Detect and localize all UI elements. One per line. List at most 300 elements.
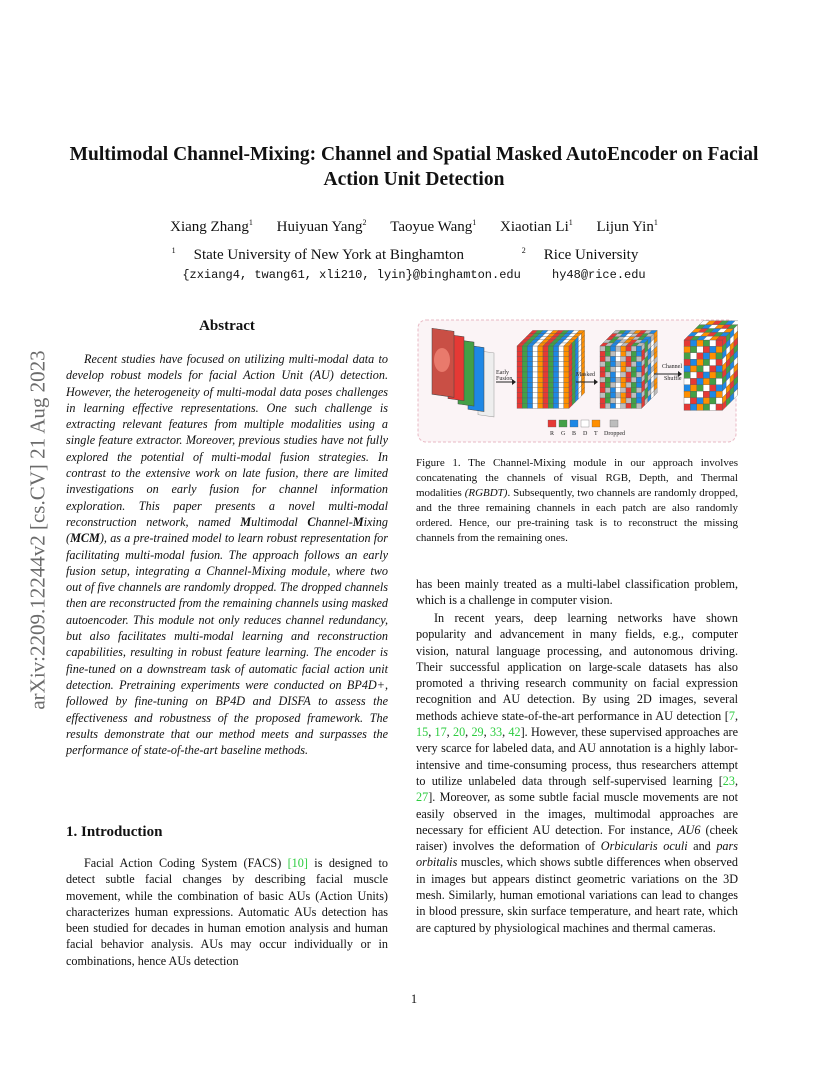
- figure-1: [416, 318, 738, 444]
- cube-cell: [690, 404, 696, 410]
- cube-cell: [553, 377, 558, 382]
- author: Huiyuan Yang$^2$: [276, 218, 367, 235]
- cube-cell: [621, 388, 626, 393]
- cube-cell: [553, 362, 558, 367]
- cube-cell: [559, 398, 564, 403]
- cube-cell: [543, 372, 548, 377]
- abstract-heading: Abstract: [199, 318, 255, 334]
- cube-cell: [610, 372, 615, 377]
- cube-cell: [621, 372, 626, 377]
- cube-cell: [600, 346, 605, 351]
- legend-swatch-dropped: [610, 420, 618, 427]
- cube-cell: [564, 377, 569, 382]
- cube-cell: [600, 388, 605, 393]
- cube-cell: [710, 385, 716, 391]
- cube-cell: [553, 388, 558, 393]
- cube-cell: [616, 351, 621, 356]
- cube-cell: [553, 382, 558, 387]
- cube-cell: [522, 351, 527, 356]
- cube-cell: [533, 377, 538, 382]
- cube-cell: [553, 356, 558, 361]
- paper-title: Multimodal Channel-Mixing: Channel and Spatial Masked AutoEncoder on Facial Action Unit Detection: [69, 144, 759, 190]
- cube-cell: [636, 398, 641, 403]
- cube-cell: [626, 403, 631, 408]
- cube-cell: [605, 403, 610, 408]
- cube-cell: [538, 377, 543, 382]
- cube-cell: [533, 382, 538, 387]
- cube-cell: [616, 367, 621, 372]
- cube-cell: [616, 382, 621, 387]
- cube-cell: [621, 362, 626, 367]
- cube-cell: [527, 377, 532, 382]
- citation-link[interactable]: 20: [452, 725, 466, 740]
- cube-cell: [527, 346, 532, 351]
- cube-cell: [626, 393, 631, 398]
- cube-cell: [605, 362, 610, 367]
- cube-cell: [626, 346, 631, 351]
- cube-cell: [631, 403, 636, 408]
- cube-cell: [559, 382, 564, 387]
- cube-cell: [522, 377, 527, 382]
- citation-link[interactable]: [10]: [287, 856, 308, 870]
- cube-cell: [522, 393, 527, 398]
- cube-cell: [631, 351, 636, 356]
- intro-paragraph: Facial Action Coding System (FACS) [10] is designed to detect subtle facial changes by describing facial muscle movement, while the combination of basic AUs (Action Units) characterizes human expressions. Automatic AUs detection has been studied for decades in human emotion analysis and human facial behavior analysis. AUs may occur individually or in combinations, hence AUs detection: [66, 856, 388, 968]
- citation-link[interactable]: 23: [722, 773, 735, 788]
- cube-cell: [631, 356, 636, 361]
- cube-cell: [533, 362, 538, 367]
- legend-label-dropped: Dropped: [604, 431, 625, 437]
- cube-cell: [631, 367, 636, 372]
- cube-cell: [533, 356, 538, 361]
- abstract-text: Recent studies have focused on utilizing multi-modal data to develop robust models for facial Action Unit (AU) detection. However, the heterogeneity of multi-modal data poses challenges in learning effective representations. One such challenge is extracting relevant features from multiple modalities using a single feature extractor. Moreover, previous studies have not fully explored the potential of multi-modal fusion strategies. In contrast to the extensive work on late fusion, there are limited investigations on early fusion for channel information exploration. This paper presents a novel multi-modal reconstruction network, named Multimodal Channel-Mixing (MCM), as a pre-trained model to learn robust representation for facilitating multi-modal fusion. The approach follows an early fusion setup, integrating a Channel-Mixing module, where two out of five channels are randomly dropped. The dropped channels then are reconstructed from the remaining channels using masked autoencoder. This module not only reduces channel redundancy, but also facilitates multi-modal learning and reconstruction capabilities, resulting in robust feature learning. The encoder is fine-tuned on a downstream task of automatic facial action unit detection. Pretraining experiments were conducted on BP4D+, followed by fine-tuning on BP4D and DISFA to assess the effectiveness and robustness of the proposed framework. The results demonstrate that our method meets and surpasses the performance of state-of-the-art baseline methods.: [66, 352, 388, 758]
- cube-cell: [684, 353, 690, 359]
- arxiv-sidebar: [18, 290, 58, 770]
- cube-cell: [703, 366, 709, 372]
- cube-cell: [616, 362, 621, 367]
- cube-cell: [522, 403, 527, 408]
- channel-mixing-diagram: [416, 318, 738, 444]
- cube-cell: [610, 388, 615, 393]
- cube-cell: [527, 403, 532, 408]
- cube-cell: [605, 351, 610, 356]
- cube-cell: [703, 353, 709, 359]
- cube-cell: [626, 377, 631, 382]
- cube-cell: [710, 404, 716, 410]
- cube-cell: [553, 393, 558, 398]
- legend-swatch-T: [592, 420, 600, 427]
- author-list: [60, 219, 768, 236]
- legend-label-B: B: [572, 431, 577, 437]
- cube-cell: [605, 388, 610, 393]
- cube-cell: [697, 398, 703, 404]
- cube-cell: [621, 398, 626, 403]
- cube-cell: [703, 385, 709, 391]
- cube-cell: [543, 382, 548, 387]
- cube-cell: [600, 393, 605, 398]
- right-paragraph-1: has been mainly treated as a multi-label classification problem, which is a challenge in computer vision.: [416, 577, 738, 608]
- cube-cell: [697, 346, 703, 352]
- cube-cell: [636, 367, 641, 372]
- cube-cell: [616, 372, 621, 377]
- cube-cell: [548, 362, 553, 367]
- cube-cell: [600, 367, 605, 372]
- cube-cell: [697, 404, 703, 410]
- cube-cell: [543, 367, 548, 372]
- cube-cell: [697, 359, 703, 365]
- cube-cell: [690, 398, 696, 404]
- masked-channel-cube: [600, 330, 657, 408]
- cube-cell: [533, 393, 538, 398]
- cube-cell: [610, 346, 615, 351]
- legend-swatch-R: [548, 420, 556, 427]
- cube-cell: [605, 377, 610, 382]
- cube-cell: [553, 403, 558, 408]
- cube-cell: [559, 393, 564, 398]
- cube-cell: [522, 362, 527, 367]
- cube-cell: [533, 346, 538, 351]
- author: Taoyue Wang$^1$: [390, 218, 477, 235]
- cube-cell: [605, 393, 610, 398]
- cube-cell: [616, 393, 621, 398]
- cube-cell: [548, 356, 553, 361]
- legend-swatch-B: [570, 420, 578, 427]
- cube-cell: [517, 362, 522, 367]
- cube-cell: [538, 351, 543, 356]
- cube-cell: [548, 403, 553, 408]
- cube-cell: [631, 393, 636, 398]
- cube-cell: [538, 398, 543, 403]
- cube-cell: [527, 362, 532, 367]
- cube-cell: [517, 356, 522, 361]
- citation-link[interactable]: 15: [416, 725, 429, 740]
- cube-cell: [610, 356, 615, 361]
- cube-cell: [684, 346, 690, 352]
- right-paragraph-2: In recent years, deep learning networks have shown popularity and advancement in many fields, e.g., computer vision, natural language processing, and autonomous driving. Their successful application on large-scale datasets has also promoted a thriving research community on facial expression recognition and AU detection. By using 2D images, several methods achieve state-of-the-art performance in AU detection [7, 15, 17, 20, 29, 33, 42]. However, these supervised approaches are very scarce for labeled data, and AU annotation is a highly labor-intensive and time-consuming process, thus researchers attempt to utilize unlabeled data through self-supervised learning [23, 27]. Moreover, as some subtle facial muscle movements are not easily observed in the images, multimodal approaches are necessary for efficient AU detection. For instance, AU6 (cheek raiser) involves the deformation of Orbicularis oculi and pars orbitalis muscles, which shows subtle differences when observed in images but appears distinct geometric variations on the 3D mesh. Similarly, human emotional variations can lead to changes in blood pressure, skin surface temperature, and heart rate, which are captured by physiological machines and thermal cameras.: [416, 611, 739, 935]
- cube-cell: [559, 346, 564, 351]
- cube-cell: [564, 393, 569, 398]
- cube-cell: [564, 367, 569, 372]
- cube-cell: [564, 403, 569, 408]
- cube-cell: [616, 356, 621, 361]
- cube-cell: [636, 356, 641, 361]
- cube-cell: [690, 378, 696, 384]
- cube-cell: [543, 393, 548, 398]
- cube-cell: [564, 362, 569, 367]
- cube-cell: [703, 378, 709, 384]
- cube-cell: [605, 367, 610, 372]
- cube-cell: [543, 398, 548, 403]
- cube-cell: [564, 382, 569, 387]
- cube-cell: [600, 398, 605, 403]
- legend-label-D: D: [583, 431, 588, 437]
- cube-cell: [710, 346, 716, 352]
- cube-cell: [703, 372, 709, 378]
- cube-cell: [716, 378, 722, 384]
- cube-cell: [600, 362, 605, 367]
- cube-cell: [517, 367, 522, 372]
- cube-cell: [636, 382, 641, 387]
- cube-cell: [527, 367, 532, 372]
- cube-cell: [564, 398, 569, 403]
- cube-cell: [538, 356, 543, 361]
- cube-cell: [559, 351, 564, 356]
- cube-cell: [548, 377, 553, 382]
- cube-cell: [626, 362, 631, 367]
- cube-cell: [533, 372, 538, 377]
- author: Lijun Yin$^1$: [596, 218, 658, 235]
- cube-cell: [553, 367, 558, 372]
- cube-cell: [636, 393, 641, 398]
- cube-cell: [690, 372, 696, 378]
- cube-cell: [626, 367, 631, 372]
- citation-link[interactable]: 29: [471, 725, 484, 740]
- section-heading-introduction: 1. Introduction: [66, 824, 163, 840]
- cube-cell: [564, 388, 569, 393]
- legend-swatch-D: [581, 420, 589, 427]
- cube-cell: [553, 372, 558, 377]
- affiliation: $^1$ State University of New York at Binghamton: [171, 246, 465, 263]
- cube-cell: [548, 388, 553, 393]
- cube-cell: [710, 353, 716, 359]
- citation-link[interactable]: 42: [508, 725, 521, 740]
- cube-cell: [548, 372, 553, 377]
- cube-cell: [522, 367, 527, 372]
- cube-cell: [538, 372, 543, 377]
- cube-cell: [553, 346, 558, 351]
- cube-cell: [626, 356, 631, 361]
- cube-cell: [703, 391, 709, 397]
- cube-cell: [605, 356, 610, 361]
- cube-cell: [621, 367, 626, 372]
- cube-cell: [684, 378, 690, 384]
- cube-cell: [690, 385, 696, 391]
- cube-cell: [710, 378, 716, 384]
- cube-cell: [703, 346, 709, 352]
- cube-cell: [636, 346, 641, 351]
- cube-cell: [626, 398, 631, 403]
- cube-cell: [631, 346, 636, 351]
- cube-cell: [621, 377, 626, 382]
- legend-swatch-G: [559, 420, 567, 427]
- cube-cell: [527, 351, 532, 356]
- cube-cell: [543, 346, 548, 351]
- cube-cell: [517, 346, 522, 351]
- cube-cell: [522, 346, 527, 351]
- author: Xiaotian Li$^1$: [500, 218, 573, 235]
- affiliations: [60, 247, 768, 264]
- cube-cell: [533, 388, 538, 393]
- cube-cell: [522, 398, 527, 403]
- page-number: 1: [410, 992, 418, 1006]
- cube-cell: [517, 377, 522, 382]
- cube-cell: [517, 372, 522, 377]
- citation-link[interactable]: 33: [489, 725, 503, 740]
- cube-cell: [543, 377, 548, 382]
- cube-cell: [600, 372, 605, 377]
- cube-cell: [710, 391, 716, 397]
- cube-cell: [610, 367, 615, 372]
- cube-cell: [553, 398, 558, 403]
- cube-cell: [553, 351, 558, 356]
- cube-cell: [703, 398, 709, 404]
- cube-cell: [636, 388, 641, 393]
- cube-cell: [690, 359, 696, 365]
- cube-cell: [710, 398, 716, 404]
- cube-cell: [610, 351, 615, 356]
- cube-cell: [690, 391, 696, 397]
- cube-cell: [543, 362, 548, 367]
- cube-cell: [600, 403, 605, 408]
- fused-channel-cube: [517, 330, 585, 408]
- cube-cell: [600, 382, 605, 387]
- author: Xiang Zhang$^1$: [170, 218, 253, 235]
- cube-cell: [716, 398, 722, 404]
- cube-cell: [716, 359, 722, 365]
- cube-cell: [716, 346, 722, 352]
- cube-cell: [636, 362, 641, 367]
- cube-cell: [710, 366, 716, 372]
- cube-cell: [690, 340, 696, 346]
- cube-cell: [522, 356, 527, 361]
- cube-cell: [697, 340, 703, 346]
- legend-label-T: T: [594, 431, 598, 437]
- cube-cell: [636, 372, 641, 377]
- cube-cell: [610, 382, 615, 387]
- email: hy48@rice.edu: [552, 268, 646, 282]
- cube-cell: [538, 393, 543, 398]
- cube-cell: [610, 403, 615, 408]
- cube-cell: [600, 356, 605, 361]
- cube-cell: [716, 404, 722, 410]
- cube-cell: [600, 351, 605, 356]
- cube-cell: [621, 346, 626, 351]
- label-shuffle: Shuffle: [664, 376, 682, 382]
- cube-cell: [716, 385, 722, 391]
- cube-cell: [631, 382, 636, 387]
- cube-cell: [621, 356, 626, 361]
- cube-cell: [538, 362, 543, 367]
- legend-label-G: G: [561, 431, 566, 437]
- cube-cell: [548, 346, 553, 351]
- cube-cell: [631, 388, 636, 393]
- cube-cell: [610, 398, 615, 403]
- cube-cell: [533, 403, 538, 408]
- cube-cell: [548, 398, 553, 403]
- cube-cell: [636, 403, 641, 408]
- cube-cell: [559, 377, 564, 382]
- cube-cell: [684, 385, 690, 391]
- cube-cell: [548, 382, 553, 387]
- cube-cell: [527, 388, 532, 393]
- affiliation: $^2$ Rice University: [521, 246, 639, 263]
- cube-cell: [605, 346, 610, 351]
- cube-cell: [621, 382, 626, 387]
- label-channel: Channel: [662, 364, 682, 370]
- label-masked: Masked: [576, 372, 595, 378]
- cube-cell: [610, 393, 615, 398]
- citation-link[interactable]: 27: [416, 790, 429, 805]
- cube-cell: [626, 372, 631, 377]
- cube-cell: [543, 403, 548, 408]
- cube-cell: [605, 372, 610, 377]
- cube-cell: [716, 372, 722, 378]
- cube-cell: [610, 377, 615, 382]
- cube-cell: [684, 359, 690, 365]
- cube-cell: [703, 340, 709, 346]
- cube-cell: [538, 403, 543, 408]
- cube-cell: [564, 372, 569, 377]
- cube-cell: [626, 382, 631, 387]
- cube-cell: [564, 351, 569, 356]
- cube-cell: [697, 372, 703, 378]
- cube-cell: [600, 377, 605, 382]
- cube-cell: [621, 393, 626, 398]
- cube-cell: [559, 356, 564, 361]
- cube-cell: [710, 340, 716, 346]
- cube-cell: [543, 351, 548, 356]
- cube-cell: [631, 398, 636, 403]
- cube-cell: [710, 372, 716, 378]
- cube-cell: [522, 372, 527, 377]
- citation-link[interactable]: 7: [728, 708, 735, 723]
- cube-cell: [616, 398, 621, 403]
- citation-link[interactable]: 17: [434, 725, 447, 740]
- cube-cell: [690, 346, 696, 352]
- cube-cell: [690, 353, 696, 359]
- cube-cell: [522, 382, 527, 387]
- cube-cell: [533, 351, 538, 356]
- cube-cell: [517, 398, 522, 403]
- cube-cell: [621, 403, 626, 408]
- cube-cell: [616, 388, 621, 393]
- cube-cell: [527, 356, 532, 361]
- cube-cell: [533, 398, 538, 403]
- cube-cell: [716, 366, 722, 372]
- cube-cell: [626, 388, 631, 393]
- cube-cell: [684, 366, 690, 372]
- cube-cell: [697, 353, 703, 359]
- cube-cell: [631, 377, 636, 382]
- cube-cell: [548, 393, 553, 398]
- cube-cell: [621, 351, 626, 356]
- cube-cell: [697, 378, 703, 384]
- cube-cell: [559, 388, 564, 393]
- cube-cell: [527, 393, 532, 398]
- label-fusion: Fusion: [496, 376, 513, 382]
- cube-cell: [716, 353, 722, 359]
- cube-cell: [684, 372, 690, 378]
- cube-cell: [626, 351, 631, 356]
- label-early: Early: [496, 370, 509, 376]
- cube-cell: [616, 377, 621, 382]
- cube-cell: [559, 367, 564, 372]
- cube-cell: [522, 388, 527, 393]
- cube-cell: [538, 346, 543, 351]
- cube-cell: [517, 388, 522, 393]
- cube-cell: [684, 340, 690, 346]
- cube-cell: [610, 362, 615, 367]
- email: {zxiang4, twang61, xli210, lyin}@binghamton.edu: [182, 268, 521, 282]
- cube-cell: [616, 403, 621, 408]
- cube-cell: [631, 362, 636, 367]
- cube-cell: [543, 388, 548, 393]
- cube-cell: [716, 340, 722, 346]
- cube-cell: [631, 372, 636, 377]
- face-shape: [434, 348, 450, 372]
- cube-cell: [684, 398, 690, 404]
- cube-cell: [703, 404, 709, 410]
